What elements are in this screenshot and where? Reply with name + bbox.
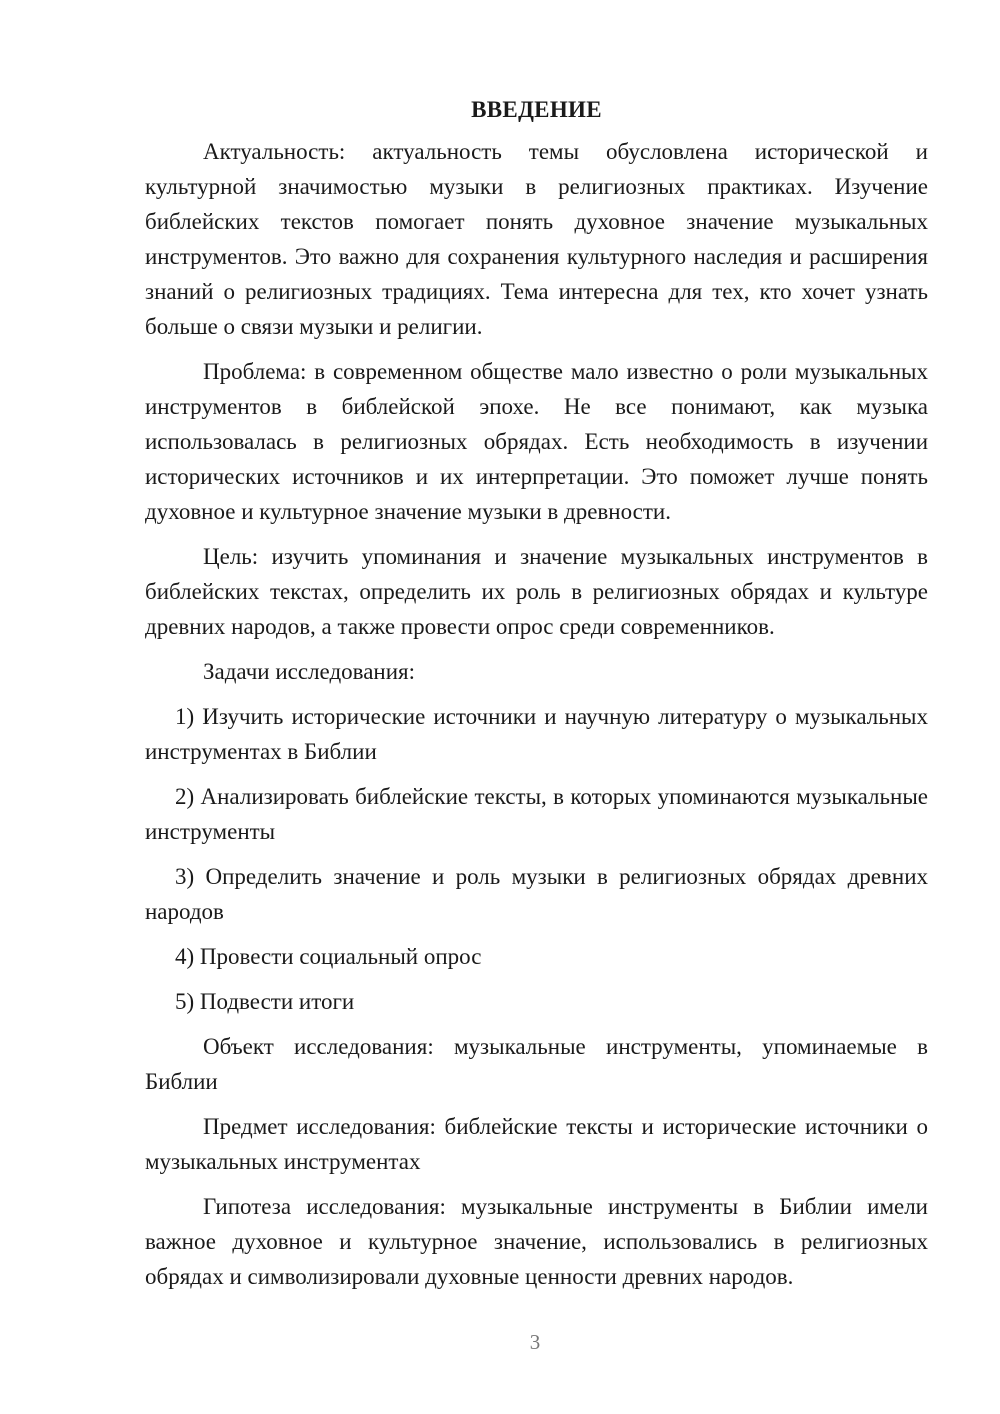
subject-paragraph: Предмет исследования: библейские тексты и исторические источники о музыкальных инструментах — [145, 1114, 928, 1174]
hypothesis-paragraph: Гипотеза исследования: музыкальные инструменты в Библии имели важное духовное и культурное значение, использовались в религиозных обрядах и символизировали духовные ценности древних народов. — [145, 1194, 928, 1289]
task-item: 5) Подвести итоги — [175, 989, 355, 1014]
object-paragraph: Объект исследования: музыкальные инструменты, упоминаемые в Библии — [145, 1034, 928, 1094]
page-title: ВВЕДЕНИЕ — [471, 97, 602, 122]
task-item: 1) Изучить исторические источники и научную литературу о музыкальных инструментах в Библии — [145, 704, 928, 764]
task-item: 4) Провести социальный опрос — [175, 944, 482, 969]
task-item: 3) Определить значение и роль музыки в религиозных обрядах древних народов — [145, 864, 928, 924]
task-item: 2) Анализировать библейские тексты, в которых упоминаются музыкальные инструменты — [145, 784, 928, 844]
problem-paragraph: Проблема: в современном обществе мало известно о роли музыкальных инструментов в библейской эпохе. Не все понимают, как музыка использовалась в религиозных обрядах. Есть необходимость в изучении исторических источников и их интерпретации. Это поможет лучше понять духовное и культурное значение музыки в древности. — [145, 359, 928, 524]
page-number: 3 — [529, 1330, 541, 1354]
tasks-heading: Задачи исследования: — [203, 659, 416, 684]
document-page — [145, 92, 928, 1294]
relevance-paragraph: Актуальность: актуальность темы обусловлена исторической и культурной значимостью музыки в религиозных практиках. Изучение библейских текстов помогает понять духовное значение музыкальных инструментов. Это важно для сохранения культурного наследия и расширения знаний о религиозных традициях. Тема интересна для тех, кто хочет узнать больше о связи музыки и религии. — [145, 139, 928, 339]
goal-paragraph: Цель: изучить упоминания и значение музыкальных инструментов в библейских текстах, определить их роль в религиозных обрядах и культуре древних народов, а также провести опрос среди современников. — [145, 544, 928, 639]
